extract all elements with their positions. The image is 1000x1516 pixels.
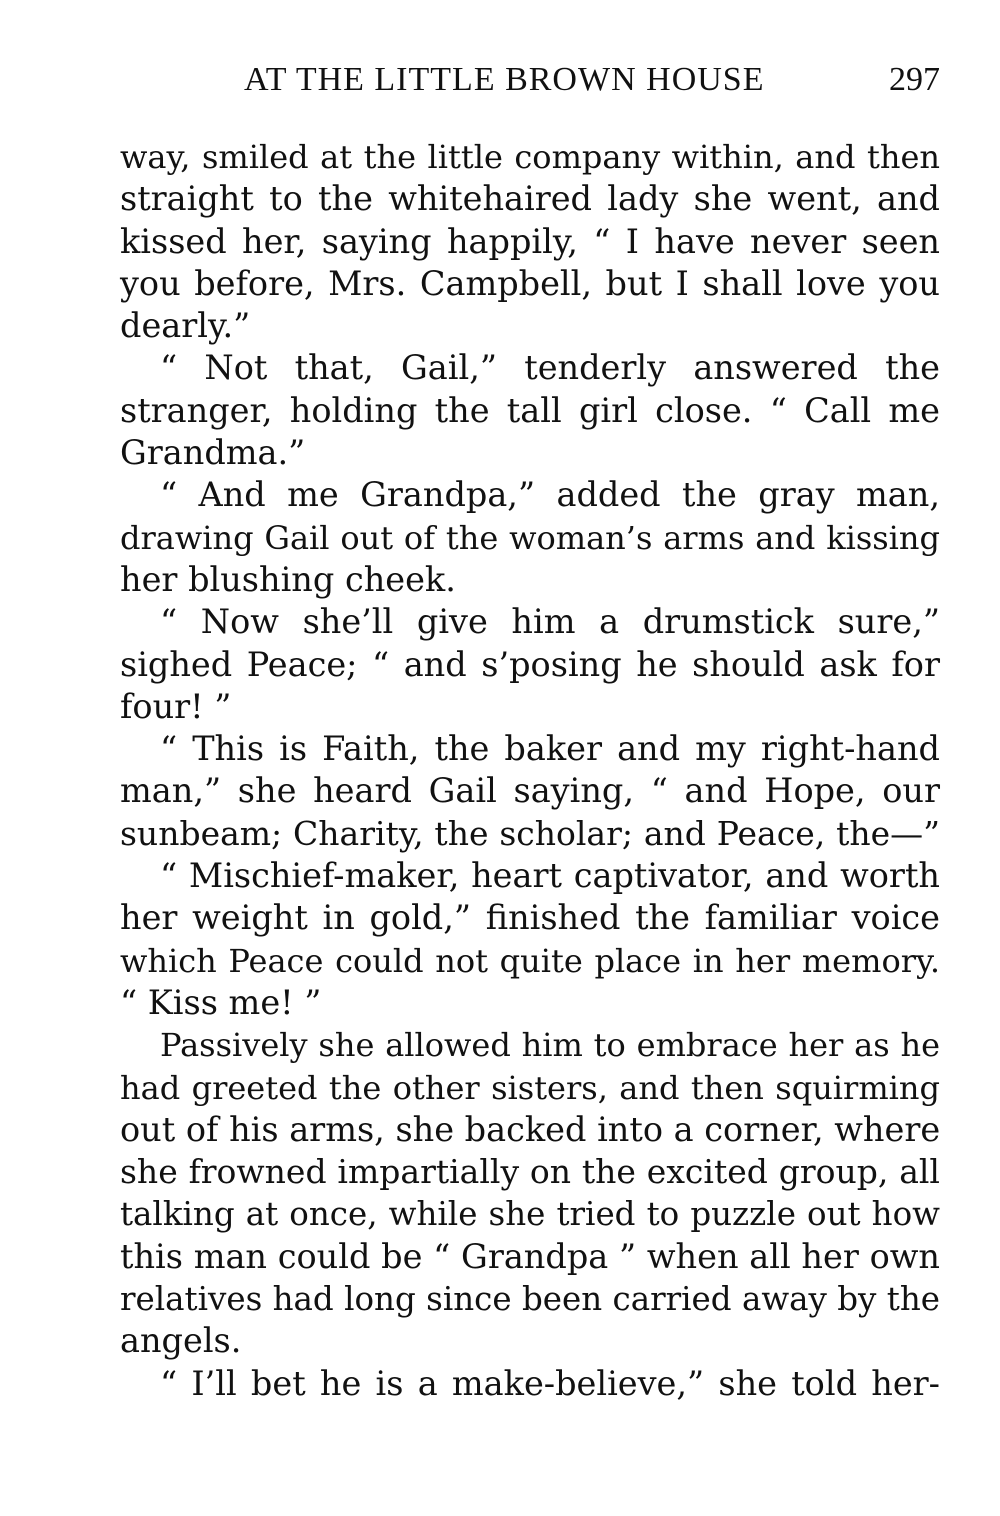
text-line: her weight in gold,” finished the familiar voice (120, 898, 940, 938)
text-line: drawing Gail out of the woman’s arms and kissing (120, 518, 940, 557)
text-line: “ And me Grandpa,” added the gray man, (160, 475, 940, 515)
running-title: AT THE LITTLE BROWN HOUSE (244, 61, 765, 98)
text-line: which Peace could not quite place in her memory. (120, 941, 940, 980)
text-line: you before, Mrs. Campbell, but I shall love you (120, 263, 940, 303)
text-line: talking at once, while she tried to puzzle out how (120, 1195, 940, 1234)
running-head (120, 58, 940, 102)
text-line: Passively she allowed him to embrace her as he (160, 1026, 940, 1065)
text-line: “ Kiss me! ” (120, 982, 322, 1022)
text-line: “ This is Faith, the baker and my right-hand (160, 729, 940, 769)
text-line: angels. (120, 1321, 242, 1361)
text-line: this man could be “ Grandpa ” when all her own (120, 1236, 940, 1276)
text-line: relatives had long since been carried away by the (120, 1280, 940, 1319)
text-line: sighed Peace; “ and s’posing he should ask for (120, 644, 940, 684)
text-line: sunbeam; Charity, the scholar; and Peace, the—” (120, 813, 940, 853)
page-number: 297 (889, 61, 940, 98)
text-line: man,” she heard Gail saying, “ and Hope, our (120, 771, 940, 811)
text-line: four! ” (120, 686, 232, 726)
text-line: kissed her, saying happily, “ I have never seen (120, 221, 940, 261)
text-line: she frowned impartially on the excited group, all (120, 1152, 940, 1192)
text-line: “ Now she’ll give him a drumstick sure,” (160, 602, 940, 642)
text-line: “ Not that, Gail,” tenderly answered the (160, 348, 940, 388)
body-text (120, 136, 940, 1405)
text-line: had greeted the other sisters, and then squirming (120, 1068, 940, 1107)
text-line: dearly.” (120, 306, 251, 346)
text-line: stranger, holding the tall girl close. “ Call me (120, 390, 940, 430)
text-line: straight to the whitehaired lady she went, and (120, 179, 940, 219)
text-line: out of his arms, she backed into a corner, where (120, 1109, 941, 1149)
text-line: way, smiled at the little company within, and then (120, 138, 940, 176)
text-line: Grandma.” (120, 433, 306, 473)
text-line: “ I’ll bet he is a make-believe,” she told her- (160, 1363, 940, 1403)
text-line: “ Mischief-maker, heart captivator, and worth (160, 856, 940, 896)
text-line: her blushing cheek. (120, 559, 456, 599)
